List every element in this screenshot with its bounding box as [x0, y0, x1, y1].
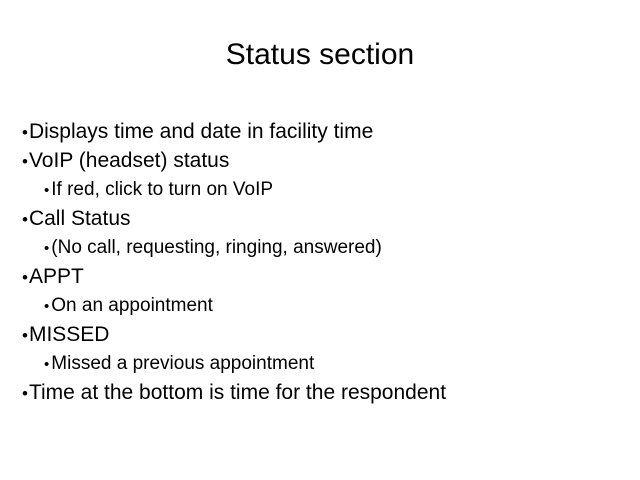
list-item-label: Missed a previous appointment [51, 353, 315, 374]
list-item [22, 263, 622, 292]
list-item-label: APPT [28, 265, 84, 288]
list-item-label: Call Status [28, 207, 131, 230]
list-item [22, 292, 622, 321]
list-item [22, 205, 622, 234]
list-item-label: Displays time and date in facility time [28, 120, 374, 143]
list-item-label: MISSED [28, 323, 110, 346]
bullet-list [22, 118, 622, 408]
list-item [22, 321, 622, 350]
bullet-icon: • [22, 210, 28, 229]
bullet-icon: • [44, 182, 50, 199]
page-title: Status section [225, 38, 415, 71]
bullet-icon: • [44, 356, 50, 373]
bullet-icon: • [22, 384, 28, 403]
list-item-label: (No call, requesting, ringing, answered) [51, 237, 382, 258]
list-item [22, 234, 622, 263]
list-item-label: If red, click to turn on VoIP [51, 179, 274, 200]
list-item-label: VoIP (headset) status [28, 149, 230, 172]
list-item-label: Time at the bottom is time for the respondent [28, 381, 447, 404]
list-item [22, 147, 622, 176]
bullet-icon: • [44, 298, 50, 315]
bullet-icon: • [22, 152, 28, 171]
list-item [22, 350, 622, 379]
list-item [22, 379, 622, 408]
bullet-icon: • [22, 326, 28, 345]
list-item [22, 176, 622, 205]
list-item [22, 118, 622, 147]
bullet-icon: • [22, 123, 28, 142]
bullet-icon: • [22, 268, 28, 287]
list-item-label: On an appointment [51, 295, 213, 316]
bullet-icon: • [44, 240, 50, 257]
